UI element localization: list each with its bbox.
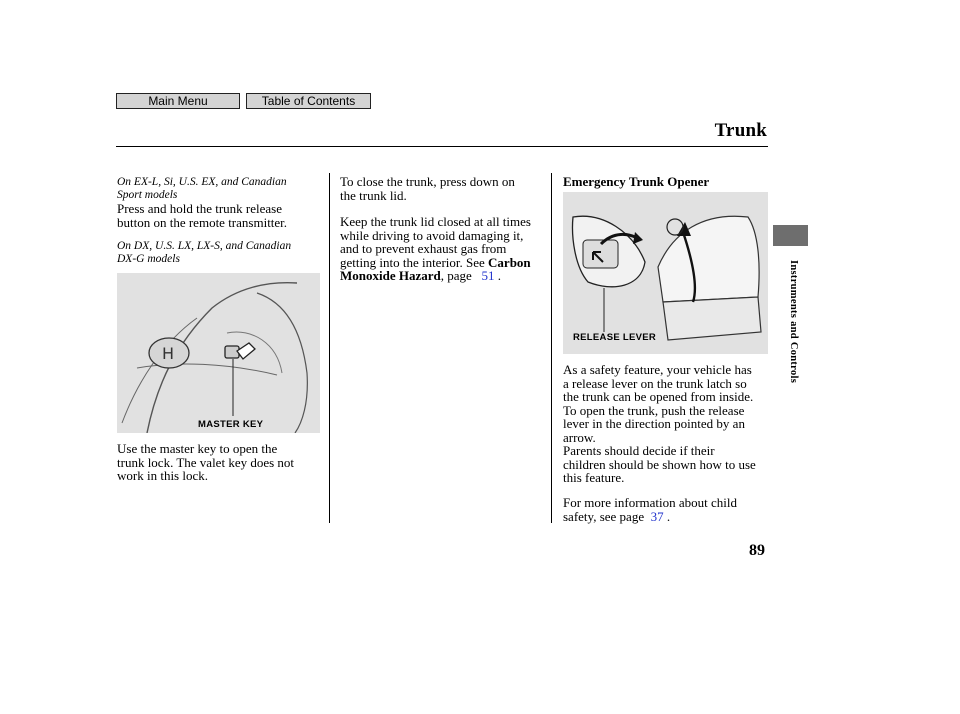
column-divider-right (551, 173, 552, 523)
page-title: Trunk (714, 120, 767, 141)
master-key-paragraph: Use the master key to open the trunk lock. The valet key does not work in this lock. (117, 441, 295, 483)
carbon-link-text: Carbon (488, 254, 531, 270)
section-tab (773, 225, 808, 246)
column-divider-left (329, 173, 330, 523)
release-lever-label: RELEASE LEVER (573, 332, 657, 343)
page-number: 89 (749, 542, 765, 559)
monoxide-hazard-text: Monoxide Hazard (340, 268, 441, 283)
section-label: Instruments and Controls (788, 260, 799, 384)
release-lever-figure (563, 192, 768, 354)
table-of-contents-button[interactable]: Table of Contents (246, 93, 371, 109)
key-cylinder-icon (225, 346, 239, 358)
master-key-label: MASTER KEY (198, 419, 264, 430)
page-51-link[interactable]: 51 (481, 268, 495, 283)
trunk-lock-illustration (117, 273, 320, 433)
model-note-dx: On DX, U.S. LX, LX-S, and Canadian DX-G models (117, 240, 292, 265)
master-key-figure (117, 273, 320, 433)
emergency-opener-heading: Emergency Trunk Opener (563, 174, 710, 189)
header-rule (116, 146, 768, 147)
keep-closed-paragraph: Keep the trunk lid closed at all times while driving to avoid damaging it, and to prevent exhaust gas from getting into the interior. See Carbon Monoxide Hazard, page 51 . (340, 214, 531, 283)
main-menu-button[interactable]: Main Menu (116, 93, 240, 109)
trunk-release-illustration (563, 192, 768, 354)
svg-text:H: H (162, 344, 175, 363)
page-37-link[interactable]: 37 (650, 508, 664, 524)
remote-release-paragraph: Press and hold the trunk release button on the remote transmitter. (117, 201, 288, 230)
safety-feature-paragraph: As a safety feature, your vehicle has a release lever on the trunk latch so the trunk can be opened from inside. To open the trunk, push the release lever in the direction pointed by an arrow. (563, 362, 754, 445)
child-safety-paragraph: For more information about child safety, see page 37 . (563, 495, 738, 524)
close-trunk-paragraph: To close the trunk, press down on the trunk lid. (340, 174, 515, 203)
model-note-ex: On EX-L, Si, U.S. EX, and Canadian Sport models (117, 176, 287, 201)
parents-paragraph: Parents should decide if their children should be shown how to use this feature. (563, 443, 756, 485)
